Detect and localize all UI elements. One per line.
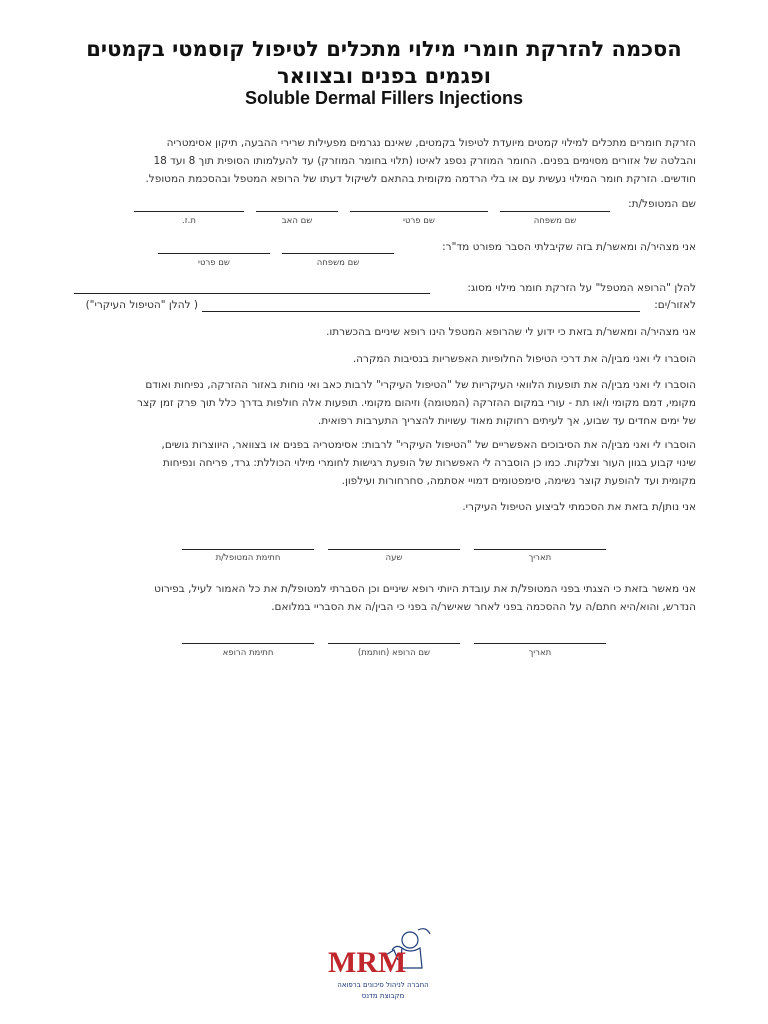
side-effects-line-3: של ימים אחדים עד שבוע, אך לעיתים רחוקות מאוד עשויות להצריך התערבות רפואית. bbox=[317, 415, 696, 427]
patient-father-name-field[interactable] bbox=[256, 211, 338, 212]
caption-father-name: שם האב bbox=[281, 216, 313, 226]
caption-doctor-first-name: שם פרטי bbox=[198, 258, 230, 268]
caption-patient-signature: חתימת המטופל/ת bbox=[215, 553, 281, 563]
patient-first-name-field[interactable] bbox=[350, 211, 488, 212]
intro-line-3: חודשים. הזרקת חומר המילוי נעשית עם או בלי הרדמה מקומית בהתאם לשיקול דעתו של הרופא המטפל ובהסכמת המטופל. bbox=[145, 173, 696, 185]
doctor-date-field[interactable] bbox=[474, 643, 606, 644]
caption-patient-time: שעה bbox=[385, 553, 403, 563]
filler-type-label: להלן "הרופא המטפל" על הזרקת חומר מילוי מסוג: bbox=[467, 282, 696, 294]
form-title-hebrew bbox=[40, 36, 728, 90]
intro-line-1: הזרקת חומרים מתכלים למילוי קמטים מיועדת לטיפול בקמטים, שאינם נגרמים מפעילות שרירי ההבעה, תיקון אסימטריה bbox=[166, 137, 696, 149]
intro-line-2: והבלטה של אזורים מסוימים בפנים. החומר המוזרק נספג לאיטו (תלוי בחומר המוזרק) עד להעלמותו הסופית תוך 8 ועד 18 bbox=[153, 155, 696, 167]
dentist-declaration: אני מצהיר/ה ומאשר/ת בזאת כי ידוע לי שהרופא המטפל הינו רופא שיניים בהכשרתו. bbox=[326, 326, 696, 338]
caption-doctor-last-name: שם משפחה bbox=[316, 258, 360, 268]
logo-caption-line-1: החברה לניהול סיכונים ברפואה bbox=[337, 981, 429, 989]
areas-field[interactable] bbox=[202, 311, 640, 312]
logo-letters: MRM bbox=[328, 946, 407, 979]
caption-id: ת.ז. bbox=[182, 216, 196, 226]
patient-last-name-field[interactable] bbox=[500, 211, 610, 212]
complications-line-3: מקומית ועד להופעת קוצר נשימה, סימפטומים דמויי אסתמה, סחרחורות ועילפון. bbox=[341, 475, 696, 487]
caption-doctor-date: תאריך bbox=[528, 648, 552, 658]
consent-statement: אני נותן/ת בזאת את הסכמתי לביצוע הטיפול העיקרי. bbox=[462, 501, 696, 513]
caption-doctor-signature: חתימת הרופא bbox=[222, 648, 274, 658]
filler-type-field[interactable] bbox=[74, 293, 430, 294]
complications-paragraph bbox=[70, 436, 696, 490]
patient-signature-field[interactable] bbox=[182, 549, 314, 550]
logo-caption-line-2: מקבוצת מדנס bbox=[361, 992, 405, 1000]
complications-line-1: הוסברו לי ואני מבין/ה את הסיבוכים האפשריים של "הטיפול העיקרי" לרבות: אסימטריה בפנים או בצוואר, היווצרות גושים, bbox=[161, 439, 696, 451]
doctor-statement-line-1: אני מאשר בזאת כי הצגתי בפני המטופל/ת את עובדת היותי רופא שיניים וכן הסברתי למטופל/ת את כל האמור לעיל, בפירוט bbox=[154, 583, 696, 595]
caption-doctor-stamp: שם הרופא (חותמת) bbox=[357, 648, 431, 658]
patient-time-field[interactable] bbox=[328, 549, 460, 550]
doctor-statement-line-2: הנדרש, והוא/היא חתם/ה על ההסכמה בפני לאחר שאישר/ה בפני כי הבין/ה את הסבריי במלואם. bbox=[271, 601, 696, 613]
title-line-2: ופגמים בפנים ובצוואר bbox=[276, 64, 492, 88]
side-effects-line-2: מקומי, דמם מקומי ו/או תת - עורי במקום ההזרקה (המטומה) וזיהום מקומי. תופעות אלה חולפות בדרך כלל תוך פרק זמן קצר bbox=[137, 397, 696, 409]
doctor-stamp-field[interactable] bbox=[328, 643, 460, 644]
caption-first-name: שם פרטי bbox=[403, 216, 435, 226]
areas-label: לאזור/ים: bbox=[654, 299, 696, 311]
intro-paragraph bbox=[70, 134, 696, 188]
complications-line-2: שינוי קבוע בגוון העור וצלקות. כמו כן הוסברה לי האפשרות של הופעת רגישות לחומרי מילוי הכוללת: גרד, פריחה ונפיחות bbox=[162, 457, 696, 469]
doctor-first-name-field[interactable] bbox=[158, 253, 270, 254]
declaration-text: אני מצהיר/ה ומאשר/ת בזה שקיבלתי הסבר מפורט מד"ר: bbox=[442, 241, 696, 253]
form-title-english: Soluble Dermal Fillers Injections bbox=[244, 88, 524, 108]
doctor-last-name-field[interactable] bbox=[282, 253, 394, 254]
patient-id-field[interactable] bbox=[134, 211, 244, 212]
patient-name-label: שם המטופל/ת: bbox=[628, 198, 696, 210]
side-effects-paragraph bbox=[70, 376, 696, 430]
doctor-signature-field[interactable] bbox=[182, 643, 314, 644]
title-line-1: הסכמה להזרקת חומרי מילוי מתכלים לטיפול קוסמטי בקמטים bbox=[86, 37, 682, 61]
alternatives-paragraph: הוסברו לי ואני מבין/ה את דרכי הטיפול החלופיות האפשריות בנסיבות המקרה. bbox=[352, 353, 696, 365]
patient-date-field[interactable] bbox=[474, 549, 606, 550]
caption-patient-date: תאריך bbox=[528, 553, 552, 563]
side-effects-line-1: הוסברו לי ואני מבין/ה את תופעות הלוואי העיקריות של "הטיפול העיקרי" לרבות כאב ואי נוחות באזור ההזרקה, נפיחות ואודם bbox=[145, 379, 696, 391]
doctor-statement bbox=[70, 580, 696, 616]
caption-last-name: שם משפחה bbox=[533, 216, 577, 226]
main-treatment-note: ( להלן "הטיפול העיקרי") bbox=[85, 299, 198, 311]
mrm-logo bbox=[322, 920, 442, 1020]
